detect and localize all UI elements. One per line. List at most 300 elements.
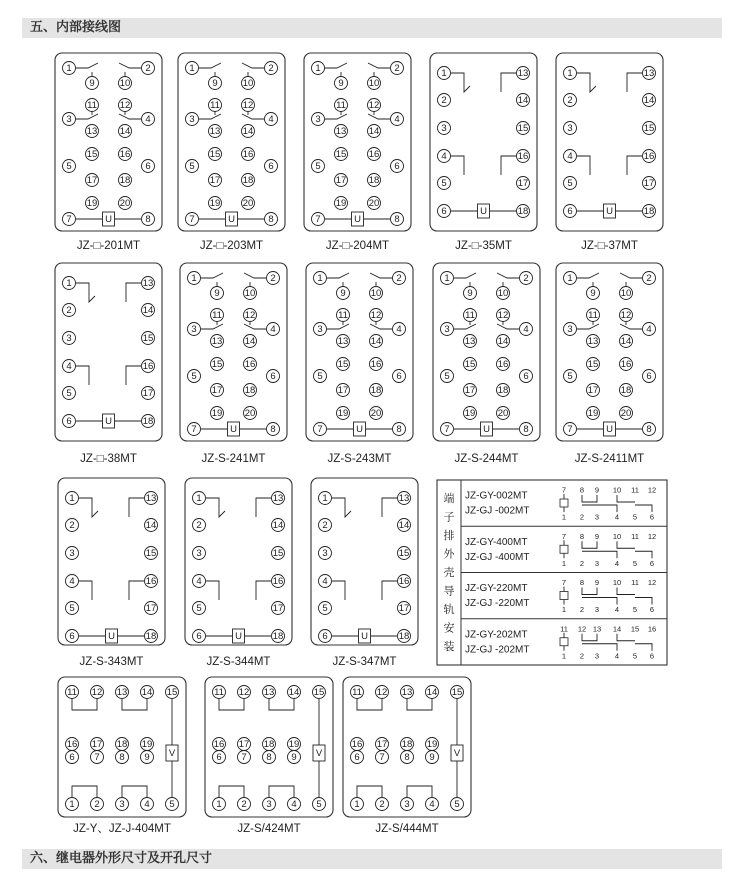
terminal-number: 2: [145, 63, 151, 74]
terminal-number: 2: [94, 799, 100, 810]
rail-table-title-char: 子: [443, 510, 455, 524]
coil-label: V: [315, 748, 323, 759]
rail-terminal-bottom: 1: [561, 651, 567, 661]
terminal-number: 8: [145, 214, 151, 225]
terminal-number: 15: [145, 548, 157, 559]
terminal-number: 14: [272, 520, 284, 531]
terminal-number: 18: [242, 175, 254, 186]
rail-terminal-bottom: 2: [579, 512, 585, 522]
terminal-number: 16: [398, 576, 410, 587]
terminal-number: 20: [497, 408, 509, 419]
terminal-number: 4: [523, 324, 529, 335]
panel-label: JZ-□-201MT: [76, 240, 141, 252]
terminal-number: 13: [211, 336, 223, 347]
terminal-number: 14: [244, 336, 256, 347]
terminal-number: 16: [272, 576, 284, 587]
rail-table-title-char: 安: [443, 621, 455, 635]
terminal-number: 2: [66, 305, 72, 316]
terminal-number: 4: [196, 576, 202, 587]
terminal-number: 1: [567, 273, 573, 284]
coil-label: U: [230, 424, 237, 435]
rail-model-gy: JZ-GY-220MT: [465, 583, 528, 594]
rail-terminal-top: 9: [594, 531, 600, 541]
rail-terminal-top: 8: [579, 578, 585, 587]
rail-model-gj: JZ-GJ -002MT: [465, 505, 530, 517]
terminal-number: 8: [404, 752, 410, 763]
coil-label: U: [105, 416, 112, 427]
terminal-number: 14: [497, 336, 509, 347]
rail-terminal-top: 11: [560, 624, 568, 634]
terminal-number: 3: [266, 799, 272, 810]
terminal-number: 3: [441, 123, 447, 134]
terminal-number: 7: [189, 214, 195, 225]
terminal-number: 17: [142, 388, 154, 399]
panel-label: JZ-S-347MT: [332, 656, 397, 668]
terminal-number: 6: [66, 416, 72, 427]
panel-label: JZ-S-243MT: [327, 453, 392, 465]
terminal-number: 12: [620, 310, 632, 321]
rail-model-gy: JZ-GY-400MT: [465, 536, 528, 548]
terminal-number: 4: [270, 324, 276, 335]
terminal-number: 6: [145, 161, 151, 172]
terminal-number: 20: [242, 198, 254, 209]
terminal-number: 5: [66, 388, 72, 399]
terminal-number: 10: [242, 78, 254, 89]
rail-terminal-top: 14: [612, 624, 622, 634]
terminal-number: 18: [145, 631, 157, 642]
panel-label: JZ-S/424MT: [237, 823, 301, 835]
terminal-number: 12: [91, 687, 103, 698]
panel-frame: [304, 53, 411, 231]
relay-panel: [205, 677, 333, 835]
coil-label: U: [361, 631, 368, 642]
terminal-number: 14: [119, 126, 131, 137]
rail-terminal-bottom: 6: [649, 605, 655, 614]
rail-terminal-top: 16: [647, 624, 657, 634]
terminal-number: 14: [643, 95, 655, 106]
relay-panel: [433, 263, 540, 465]
terminal-number: 6: [523, 371, 529, 382]
terminal-number: 19: [288, 739, 300, 750]
terminal-number: 5: [169, 799, 175, 810]
terminal-number: 19: [464, 408, 476, 419]
terminal-number: 13: [145, 493, 157, 504]
terminal-number: 1: [196, 493, 202, 504]
terminal-number: 7: [191, 424, 197, 435]
relay-panel: [556, 53, 663, 252]
terminal-number: 18: [517, 206, 529, 217]
terminal-number: 1: [322, 493, 328, 504]
relay-panel: [311, 478, 418, 668]
terminal-number: 11: [67, 687, 77, 698]
terminal-number: 6: [354, 752, 360, 763]
coil-label: U: [483, 424, 490, 435]
terminal-number: 1: [191, 273, 197, 284]
terminal-number: 2: [268, 63, 274, 74]
terminal-number: 6: [69, 631, 75, 642]
terminal-number: 17: [211, 385, 223, 396]
terminal-number: 1: [66, 278, 72, 289]
terminal-number: 4: [291, 799, 297, 810]
terminal-number: 7: [379, 752, 385, 763]
terminal-number: 12: [119, 100, 131, 111]
terminal-number: 15: [209, 149, 221, 160]
rail-terminal-bottom: 5: [632, 651, 638, 661]
terminal-number: 20: [368, 198, 380, 209]
section-title-wiring: 五、内部接线图: [22, 18, 722, 38]
terminal-number: 4: [322, 576, 328, 587]
terminal-number: 5: [567, 178, 573, 189]
terminal-number: 13: [209, 126, 221, 137]
terminal-number: 3: [119, 799, 125, 810]
terminal-number: 9: [590, 288, 596, 299]
rail-terminal-bottom: 3: [594, 558, 600, 568]
terminal-number: 1: [216, 799, 222, 810]
rail-terminal-top: 11: [631, 485, 639, 495]
terminal-number: 6: [396, 371, 402, 382]
terminal-number: 15: [337, 359, 349, 370]
terminal-number: 20: [370, 408, 382, 419]
terminal-number: 2: [241, 799, 247, 810]
terminal-number: 1: [66, 63, 72, 74]
terminal-number: 17: [337, 385, 349, 396]
rail-terminal-top: 10: [612, 531, 622, 541]
terminal-number: 19: [426, 739, 438, 750]
panel-frame: [306, 263, 413, 441]
terminal-number: 15: [398, 548, 410, 559]
rail-model-gj: JZ-GJ -202MT: [465, 644, 530, 656]
terminal-number: 1: [69, 799, 75, 810]
rail-terminal-top: 12: [647, 578, 657, 587]
terminal-number: 19: [86, 198, 98, 209]
terminal-number: 18: [643, 206, 655, 217]
terminal-number: 17: [335, 175, 347, 186]
terminal-number: 7: [94, 752, 100, 763]
panel-label: JZ-S-244MT: [454, 453, 519, 465]
terminal-number: 4: [394, 114, 400, 125]
terminal-number: 3: [196, 548, 202, 559]
terminal-number: 16: [145, 576, 157, 587]
terminal-number: 9: [212, 78, 218, 89]
terminal-number: 19: [209, 198, 221, 209]
terminal-number: 11: [87, 100, 97, 111]
terminal-number: 8: [646, 424, 652, 435]
terminal-number: 14: [368, 126, 380, 137]
terminal-number: 14: [142, 305, 154, 316]
terminal-number: 1: [444, 273, 450, 284]
terminal-number: 4: [69, 576, 75, 587]
rail-terminal-bottom: 5: [632, 558, 638, 568]
terminal-number: 5: [69, 603, 75, 614]
panel-frame: [556, 263, 663, 441]
relay-panel: [556, 263, 663, 465]
terminal-number: 18: [119, 175, 131, 186]
rail-coil: [560, 638, 568, 646]
coil-label: U: [480, 206, 487, 217]
terminal-number: 13: [86, 126, 98, 137]
terminal-number: 15: [587, 359, 599, 370]
terminal-number: 15: [272, 548, 284, 559]
rail-model-gy: JZ-GY-002MT: [465, 490, 528, 502]
panel-label: JZ-S-343MT: [79, 656, 144, 668]
terminal-number: 4: [441, 151, 447, 162]
terminal-number: 19: [587, 408, 599, 419]
rail-terminal-top: 10: [612, 578, 622, 587]
terminal-number: 10: [368, 78, 380, 89]
terminal-number: 16: [643, 151, 655, 162]
terminal-number: 17: [145, 603, 157, 614]
terminal-number: 17: [272, 603, 284, 614]
terminal-number: 3: [191, 324, 197, 335]
terminal-number: 10: [370, 288, 382, 299]
rail-terminal-bottom: 3: [594, 651, 600, 661]
terminal-number: 2: [379, 799, 385, 810]
terminal-number: 8: [396, 424, 402, 435]
terminal-number: 1: [315, 63, 321, 74]
terminal-number: 12: [370, 310, 382, 321]
rail-terminal-top: 11: [631, 578, 639, 587]
terminal-number: 2: [567, 95, 573, 106]
terminal-number: 8: [523, 424, 529, 435]
terminal-number: 11: [214, 687, 224, 698]
terminal-number: 2: [196, 520, 202, 531]
terminal-number: 18: [368, 175, 380, 186]
terminal-number: 5: [189, 161, 195, 172]
terminal-number: 12: [242, 100, 254, 111]
rail-terminal-top: 9: [594, 485, 600, 495]
panel-label: JZ-□-204MT: [325, 240, 390, 252]
terminal-number: 18: [370, 385, 382, 396]
terminal-number: 3: [317, 324, 323, 335]
terminal-number: 3: [315, 114, 321, 125]
terminal-number: 15: [464, 359, 476, 370]
terminal-number: 13: [263, 687, 275, 698]
terminal-number: 19: [141, 739, 153, 750]
coil-label: U: [606, 206, 613, 217]
terminal-number: 9: [429, 752, 435, 763]
rail-terminal-bottom: 3: [594, 512, 600, 522]
terminal-number: 1: [354, 799, 360, 810]
panel-label: JZ-□-203MT: [199, 240, 264, 252]
terminal-number: 16: [517, 151, 529, 162]
terminal-number: 2: [396, 273, 402, 284]
terminal-number: 1: [317, 273, 323, 284]
terminal-number: 10: [119, 78, 131, 89]
terminal-number: 14: [398, 520, 410, 531]
terminal-number: 17: [209, 175, 221, 186]
terminal-number: 19: [211, 408, 223, 419]
rail-table-title-char: 端: [443, 492, 455, 505]
rail-terminal-top: 10: [612, 485, 622, 495]
terminal-number: 6: [196, 631, 202, 642]
terminal-number: 6: [322, 631, 328, 642]
terminal-number: 18: [244, 385, 256, 396]
terminal-number: 15: [517, 123, 529, 134]
terminal-number: 16: [142, 361, 154, 372]
terminal-number: 15: [142, 333, 154, 344]
panel-label: JZ-S-241MT: [201, 453, 266, 465]
terminal-number: 16: [213, 739, 225, 750]
relay-panel: [304, 53, 411, 252]
terminal-number: 13: [401, 687, 413, 698]
rail-terminal-top: 12: [577, 624, 587, 634]
terminal-number: 17: [91, 739, 103, 750]
relay-panel: [58, 478, 165, 668]
terminal-number: 11: [212, 310, 222, 321]
rail-table: [437, 480, 667, 665]
coil-label: V: [453, 748, 461, 759]
terminal-number: 15: [86, 149, 98, 160]
panel-frame: [178, 53, 285, 231]
terminal-number: 6: [567, 206, 573, 217]
terminal-number: 12: [497, 310, 509, 321]
terminal-number: 15: [166, 687, 178, 698]
terminal-number: 3: [322, 548, 328, 559]
rail-model-gj: JZ-GJ -400MT: [465, 551, 530, 563]
terminal-number: 9: [340, 288, 346, 299]
relay-panel: [178, 53, 285, 252]
rail-terminal-top: 15: [630, 624, 640, 634]
rail-table-title-char: 装: [443, 640, 455, 653]
terminal-number: 8: [394, 214, 400, 225]
terminal-number: 12: [238, 687, 250, 698]
rail-terminal-top: 8: [579, 531, 585, 541]
rail-terminal-top: 12: [647, 531, 657, 541]
rail-table-title-char: 外: [443, 547, 455, 561]
terminal-number: 2: [394, 63, 400, 74]
relay-panel: [343, 677, 471, 835]
panel-label: JZ-Y、JZ-J-404MT: [73, 823, 171, 835]
rail-terminal-bottom: 3: [594, 605, 600, 614]
terminal-number: 1: [189, 63, 195, 74]
panel-label: JZ-□-37MT: [581, 240, 638, 252]
terminal-number: 17: [587, 385, 599, 396]
terminal-number: 13: [272, 493, 284, 504]
terminal-number: 6: [441, 206, 447, 217]
terminal-number: 16: [368, 149, 380, 160]
terminal-number: 16: [497, 359, 509, 370]
terminal-number: 6: [646, 371, 652, 382]
terminal-number: 10: [497, 288, 509, 299]
rail-terminal-bottom: 2: [579, 558, 585, 568]
terminal-number: 2: [441, 95, 447, 106]
terminal-number: 20: [620, 408, 632, 419]
rail-table-title-char: 轨: [443, 603, 455, 616]
terminal-number: 16: [66, 739, 78, 750]
terminal-number: 16: [119, 149, 131, 160]
terminal-number: 14: [145, 520, 157, 531]
terminal-number: 3: [567, 324, 573, 335]
terminal-number: 11: [352, 687, 362, 698]
terminal-number: 9: [89, 78, 95, 89]
rail-terminal-bottom: 1: [561, 558, 567, 568]
terminal-number: 2: [646, 273, 652, 284]
terminal-number: 18: [272, 631, 284, 642]
terminal-number: 3: [567, 123, 573, 134]
terminal-number: 1: [441, 68, 447, 79]
rail-terminal-bottom: 4: [614, 651, 620, 661]
terminal-number: 4: [396, 324, 402, 335]
terminal-number: 15: [335, 149, 347, 160]
terminal-number: 12: [376, 687, 388, 698]
terminal-number: 15: [643, 123, 655, 134]
terminal-number: 16: [351, 739, 363, 750]
rail-terminal-top: 7: [561, 485, 567, 495]
terminal-number: 11: [338, 310, 348, 321]
terminal-number: 8: [119, 752, 125, 763]
terminal-number: 9: [214, 288, 220, 299]
terminal-number: 5: [66, 161, 72, 172]
terminal-number: 11: [336, 100, 346, 111]
terminal-number: 5: [191, 371, 197, 382]
terminal-number: 5: [567, 371, 573, 382]
terminal-number: 18: [398, 631, 410, 642]
rail-terminal-bottom: 6: [649, 558, 655, 568]
terminal-number: 5: [315, 161, 321, 172]
terminal-number: 2: [69, 520, 75, 531]
terminal-number: 3: [66, 333, 72, 344]
terminal-number: 15: [451, 687, 463, 698]
rail-terminal-bottom: 1: [561, 605, 567, 614]
relay-panel: [306, 263, 413, 465]
terminal-number: 10: [620, 288, 632, 299]
panel-label: JZ-□-38MT: [80, 453, 137, 465]
terminal-number: 5: [316, 799, 322, 810]
terminal-number: 4: [268, 114, 274, 125]
rail-terminal-bottom: 6: [649, 651, 655, 661]
terminal-number: 9: [467, 288, 473, 299]
terminal-number: 14: [620, 336, 632, 347]
terminal-number: 11: [588, 310, 598, 321]
rail-terminal-top: 11: [631, 531, 639, 541]
terminal-number: 17: [238, 739, 250, 750]
terminal-number: 11: [210, 100, 220, 111]
section-title-dimensions: 六、继电器外形尺寸及开孔尺寸: [22, 849, 722, 869]
terminal-number: 5: [441, 178, 447, 189]
terminal-number: 11: [465, 310, 475, 321]
terminal-number: 17: [86, 175, 98, 186]
terminal-number: 3: [66, 114, 72, 125]
terminal-number: 12: [368, 100, 380, 111]
coil-label: U: [606, 424, 613, 435]
relay-panel: [55, 263, 162, 465]
rail-coil: [560, 499, 568, 507]
terminal-number: 14: [242, 126, 254, 137]
rail-terminal-top: 9: [594, 578, 600, 587]
coil-label: U: [108, 631, 115, 642]
terminal-number: 16: [370, 359, 382, 370]
rail-terminal-top: 8: [579, 485, 585, 495]
terminal-number: 5: [322, 603, 328, 614]
terminal-number: 13: [464, 336, 476, 347]
terminal-number: 9: [338, 78, 344, 89]
relay-panel: [58, 677, 186, 835]
coil-label: U: [235, 631, 242, 642]
rail-terminal-top: 12: [647, 485, 657, 495]
terminal-number: 8: [266, 752, 272, 763]
rail-terminal-bottom: 1: [561, 512, 567, 522]
terminal-number: 18: [142, 416, 154, 427]
terminal-number: 9: [291, 752, 297, 763]
terminal-number: 14: [288, 687, 300, 698]
terminal-number: 4: [145, 114, 151, 125]
rail-coil: [560, 592, 568, 600]
rail-model-gj: JZ-GJ -220MT: [465, 598, 530, 609]
terminal-number: 5: [444, 371, 450, 382]
terminal-number: 13: [142, 278, 154, 289]
terminal-number: 13: [587, 336, 599, 347]
panel-frame: [180, 263, 287, 441]
